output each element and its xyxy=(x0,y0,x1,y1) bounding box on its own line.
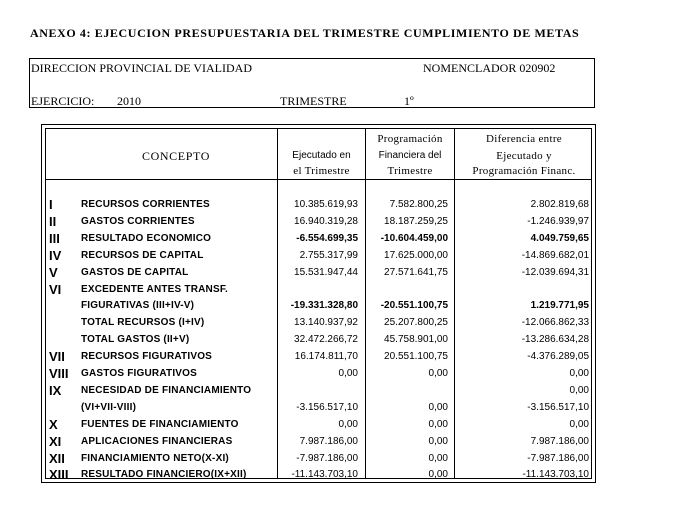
row-diferencia: -14.869.682,01 xyxy=(521,249,589,261)
row-programacion: 18.187.259,25 xyxy=(384,215,448,227)
table-row xyxy=(46,383,591,400)
row-number: II xyxy=(49,213,57,229)
document-title: ANEXO 4: EJECUCION PRESUPUESTARIA DEL TRIMESTRE CUMPLIMIENTO DE METAS xyxy=(30,26,580,40)
table-row xyxy=(46,315,591,332)
row-programacion: -20.551.100,75 xyxy=(380,300,448,312)
table-row xyxy=(46,451,591,468)
row-concept: GASTOS DE CAPITAL xyxy=(81,266,189,278)
row-diferencia: 0,00 xyxy=(569,418,589,430)
header-programacion-line2: Financiera del xyxy=(378,150,442,161)
header-programacion-line3: Trimestre xyxy=(387,165,433,177)
row-number: VIII xyxy=(49,366,69,381)
row-diferencia: 2.802.819,68 xyxy=(530,199,589,210)
table-inner-frame xyxy=(45,128,592,483)
row-ejecutado: 13.140.937,92 xyxy=(294,317,358,329)
table-row xyxy=(46,434,591,451)
row-number: XI xyxy=(49,433,62,449)
row-ejecutado: 16.174.811,70 xyxy=(294,351,358,363)
row-programacion: 25.207.800,25 xyxy=(384,317,448,329)
row-concept: RESULTADO ECONOMICO xyxy=(81,232,212,244)
row-concept: APLICACIONES FINANCIERAS xyxy=(81,435,233,447)
row-ejecutado: -7.987.186,00 xyxy=(296,452,358,464)
row-number: III xyxy=(49,230,60,246)
table-row xyxy=(46,400,591,417)
trimestre-value: 1º xyxy=(404,94,414,108)
row-concept: RECURSOS CORRIENTES xyxy=(81,199,210,210)
row-number: V xyxy=(49,264,58,280)
row-ejecutado: 15.531.947,44 xyxy=(294,266,358,278)
direccion-label: DIRECCION PROVINCIAL DE VIALIDAD xyxy=(31,61,252,75)
row-programacion: 0,00 xyxy=(428,452,448,464)
row-ejecutado: 10.385.619,93 xyxy=(294,199,358,210)
row-number: I xyxy=(49,197,53,212)
info-box xyxy=(29,58,595,108)
row-programacion: 0,00 xyxy=(428,435,448,447)
row-concept: GASTOS FIGURATIVOS xyxy=(81,368,198,379)
header-ejecutado-line2: el Trimestre xyxy=(293,165,350,177)
row-diferencia: -3.156.517,10 xyxy=(527,401,589,413)
row-concept: RECURSOS FIGURATIVOS xyxy=(81,351,213,363)
table-row xyxy=(46,298,591,315)
row-diferencia: -7.987.186,00 xyxy=(527,452,589,464)
row-concept: NECESIDAD DE FINANCIAMIENTO xyxy=(81,384,252,396)
row-diferencia: 7.987.186,00 xyxy=(530,435,589,447)
row-programacion: 45.758.901,00 xyxy=(384,334,448,346)
trimestre-label: TRIMESTRE xyxy=(280,94,347,108)
row-concept: RESULTADO FINANCIERO(IX+XII) xyxy=(81,469,247,481)
row-programacion: 17.625.000,00 xyxy=(384,249,448,261)
row-ejecutado: -11.143.703,10 xyxy=(291,469,358,481)
header-diferencia-line1: Diferencia entre xyxy=(486,133,562,145)
row-diferencia: 0,00 xyxy=(569,384,589,396)
header-ejecutado-line1: Ejecutado en xyxy=(292,150,351,161)
table-row xyxy=(46,248,591,265)
header-programacion-line1: Programación xyxy=(377,133,443,145)
row-programacion: 0,00 xyxy=(428,418,448,430)
table-row xyxy=(46,265,591,282)
table-row xyxy=(46,282,591,299)
row-concept: FIGURATIVAS (III+IV-V) xyxy=(81,300,195,312)
header-concepto: CONCEPTO xyxy=(142,149,210,163)
row-diferencia: -12.066.862,33 xyxy=(521,317,589,329)
row-ejecutado: 7.987.186,00 xyxy=(299,435,358,447)
row-concept: TOTAL GASTOS (II+V) xyxy=(81,334,190,346)
row-number: XIII xyxy=(49,467,69,483)
table-row xyxy=(46,417,591,434)
header-diferencia-line2: Ejecutado y xyxy=(496,150,552,162)
row-concept: (VI+VII-VIII) xyxy=(81,401,137,413)
row-number: VII xyxy=(49,349,65,365)
row-concept: RECURSOS DE CAPITAL xyxy=(81,249,204,261)
table-row xyxy=(46,366,591,383)
row-concept: EXCEDENTE ANTES TRANSF. xyxy=(81,283,229,295)
row-programacion: 20.551.100,75 xyxy=(384,351,448,363)
nomenclador-label: NOMENCLADOR 020902 xyxy=(423,61,556,75)
row-number: IV xyxy=(49,247,62,263)
row-diferencia: -12.039.694,31 xyxy=(521,266,589,278)
row-programacion: 0,00 xyxy=(428,401,448,413)
row-ejecutado: 16.940.319,28 xyxy=(294,215,358,227)
row-ejecutado: 0,00 xyxy=(338,418,358,430)
table-row xyxy=(46,467,591,484)
table-row xyxy=(46,231,591,248)
row-concept: TOTAL RECURSOS (I+IV) xyxy=(81,317,205,329)
row-ejecutado: -19.331.328,80 xyxy=(290,300,358,312)
ejercicio-label: EJERCICIO: xyxy=(31,94,95,108)
row-diferencia: -11.143.703,10 xyxy=(522,469,589,481)
row-concept: FUENTES DE FINANCIAMIENTO xyxy=(81,418,239,430)
row-number: X xyxy=(49,416,58,432)
row-concept: GASTOS CORRIENTES xyxy=(81,215,195,227)
header-divider xyxy=(46,179,591,180)
row-programacion: 0,00 xyxy=(428,368,448,379)
row-diferencia: -13.286.634,28 xyxy=(521,334,589,346)
table-row xyxy=(46,197,591,214)
table-row xyxy=(46,332,591,349)
row-programacion: 7.582.800,25 xyxy=(389,199,448,210)
row-diferencia: -1.246.939,97 xyxy=(527,215,589,227)
budget-table xyxy=(41,124,596,483)
row-ejecutado: 32.472.266,72 xyxy=(294,334,358,346)
row-ejecutado: -3.156.517,10 xyxy=(296,401,358,413)
row-diferencia: 1.219.771,95 xyxy=(530,300,589,312)
row-programacion: 0,00 xyxy=(428,469,448,481)
row-programacion: -10.604.459,00 xyxy=(380,232,448,244)
header-diferencia-line3: Programación Financ. xyxy=(472,165,576,177)
row-diferencia: 0,00 xyxy=(569,368,589,379)
row-number: VI xyxy=(49,281,62,297)
ejercicio-value: 2010 xyxy=(117,94,141,108)
row-ejecutado: -6.554.699,35 xyxy=(296,232,358,244)
row-diferencia: 4.049.759,65 xyxy=(530,232,589,244)
table-row xyxy=(46,214,591,231)
row-concept: FINANCIAMIENTO NETO(X-XI) xyxy=(81,452,229,464)
row-ejecutado: 2.755.317,99 xyxy=(299,249,358,261)
table-row xyxy=(46,349,591,366)
row-ejecutado: 0,00 xyxy=(338,368,358,379)
row-programacion: 27.571.641,75 xyxy=(384,266,448,278)
row-number: IX xyxy=(49,382,62,398)
row-number: XII xyxy=(49,450,65,466)
row-diferencia: -4.376.289,05 xyxy=(527,351,589,363)
